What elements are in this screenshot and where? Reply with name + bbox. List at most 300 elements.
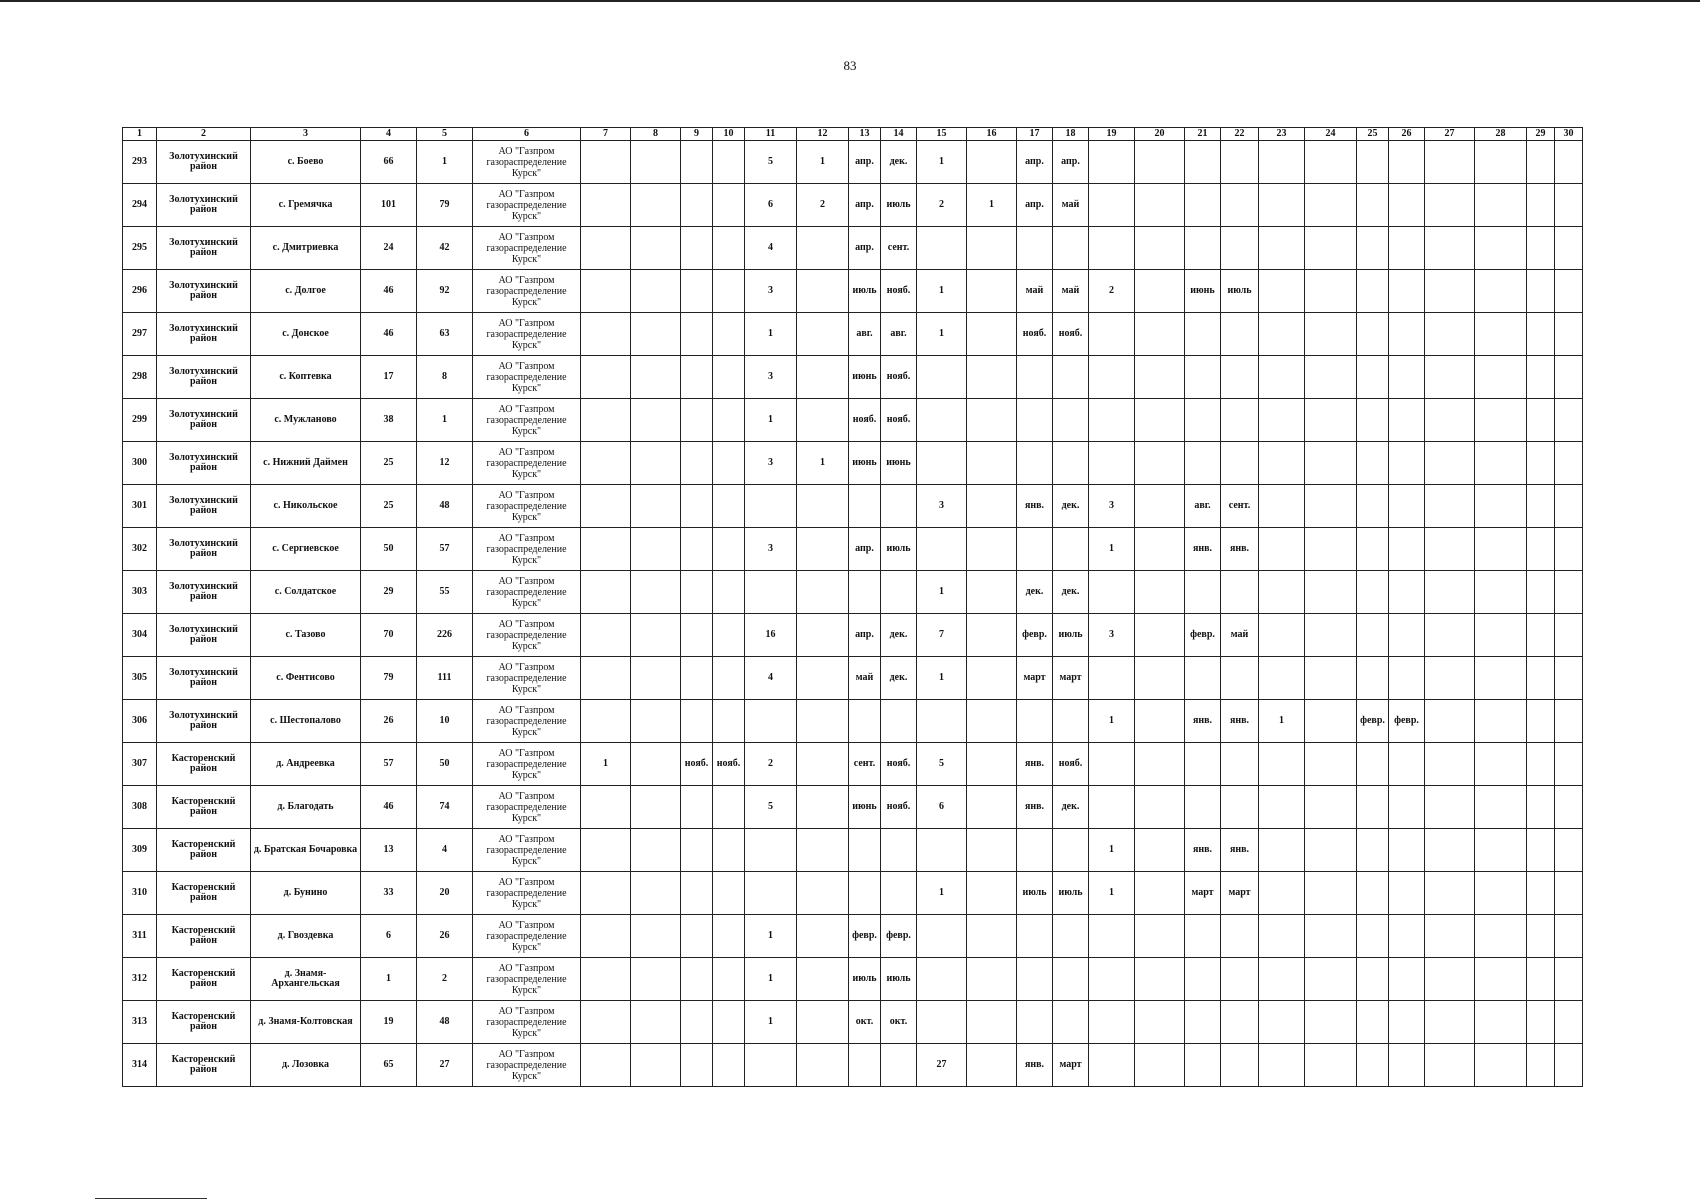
table-cell-col-5: 74	[417, 786, 473, 829]
table-cell-col-20	[1135, 872, 1185, 915]
table-cell-col-15: 1	[917, 313, 967, 356]
table-cell-col-16	[967, 141, 1017, 184]
table-cell-col-26	[1389, 141, 1425, 184]
table-cell-col-25	[1357, 313, 1389, 356]
table-cell-col-28	[1475, 399, 1527, 442]
table-cell-col-17	[1017, 1001, 1053, 1044]
table-cell-col-1: 304	[123, 614, 157, 657]
table-cell-col-10	[713, 1001, 745, 1044]
table-cell-col-13: окт.	[849, 1001, 881, 1044]
table-cell-col-5: 26	[417, 915, 473, 958]
table-cell-col-15	[917, 442, 967, 485]
table-cell-col-29	[1527, 442, 1555, 485]
table-cell-col-1: 298	[123, 356, 157, 399]
table-cell-col-24	[1305, 528, 1357, 571]
table-cell-col-26	[1389, 184, 1425, 227]
table-row	[123, 442, 1583, 485]
table-cell-col-18: май	[1053, 184, 1089, 227]
table-cell-col-9	[681, 700, 713, 743]
table-cell-col-1: 306	[123, 700, 157, 743]
table-cell-col-19: 2	[1089, 270, 1135, 313]
table-cell-col-19	[1089, 786, 1135, 829]
table-cell-col-29	[1527, 485, 1555, 528]
table-row	[123, 872, 1583, 915]
column-header-12: 12	[797, 128, 849, 141]
table-cell-col-10	[713, 829, 745, 872]
table-cell-col-25	[1357, 141, 1389, 184]
column-header-8: 8	[631, 128, 681, 141]
table-cell-col-1: 314	[123, 1044, 157, 1087]
table-cell-col-5: 79	[417, 184, 473, 227]
table-cell-col-30	[1555, 786, 1583, 829]
table-cell-col-24	[1305, 915, 1357, 958]
table-cell-col-17: дек.	[1017, 571, 1053, 614]
table-cell-col-20	[1135, 356, 1185, 399]
table-row	[123, 571, 1583, 614]
table-cell-col-8	[631, 958, 681, 1001]
column-header-2: 2	[157, 128, 251, 141]
table-cell-col-21	[1185, 1044, 1221, 1087]
footnote-line	[95, 1198, 207, 1199]
table-cell-col-1: 295	[123, 227, 157, 270]
table-cell-col-10	[713, 184, 745, 227]
table-cell-col-14: июль	[881, 958, 917, 1001]
table-cell-col-23	[1259, 571, 1305, 614]
table-cell-col-29	[1527, 958, 1555, 1001]
table-cell-col-3: д. Бунино	[251, 872, 361, 915]
table-cell-col-24	[1305, 657, 1357, 700]
table-cell-col-11: 4	[745, 657, 797, 700]
table-cell-col-14: дек.	[881, 614, 917, 657]
table-cell-col-26	[1389, 442, 1425, 485]
table-cell-col-25	[1357, 571, 1389, 614]
table-cell-col-30	[1555, 743, 1583, 786]
table-cell-col-23	[1259, 356, 1305, 399]
table-cell-col-11: 1	[745, 1001, 797, 1044]
table-cell-col-17	[1017, 700, 1053, 743]
table-cell-col-6: АО "Газпром газораспределение Курск"	[473, 614, 581, 657]
table-cell-col-23	[1259, 872, 1305, 915]
table-cell-col-21	[1185, 442, 1221, 485]
table-cell-col-30	[1555, 227, 1583, 270]
table-cell-col-12	[797, 356, 849, 399]
table-cell-col-15: 1	[917, 270, 967, 313]
table-cell-col-16	[967, 915, 1017, 958]
table-cell-col-1: 312	[123, 958, 157, 1001]
table-cell-col-14: февр.	[881, 915, 917, 958]
table-cell-col-28	[1475, 657, 1527, 700]
column-header-27: 27	[1425, 128, 1475, 141]
table-row	[123, 657, 1583, 700]
table-cell-col-7	[581, 829, 631, 872]
table-cell-col-25	[1357, 614, 1389, 657]
table-cell-col-6: АО "Газпром газораспределение Курск"	[473, 313, 581, 356]
table-cell-col-26	[1389, 356, 1425, 399]
table-cell-col-30	[1555, 399, 1583, 442]
table-cell-col-10	[713, 141, 745, 184]
table-cell-col-23	[1259, 485, 1305, 528]
table-cell-col-20	[1135, 1044, 1185, 1087]
table-cell-col-1: 300	[123, 442, 157, 485]
table-cell-col-16	[967, 313, 1017, 356]
table-cell-col-7	[581, 1044, 631, 1087]
table-cell-col-4: 29	[361, 571, 417, 614]
table-cell-col-22	[1221, 571, 1259, 614]
table-row	[123, 227, 1583, 270]
table-cell-col-11: 3	[745, 528, 797, 571]
table-cell-col-9	[681, 657, 713, 700]
table-cell-col-17: май	[1017, 270, 1053, 313]
column-header-24: 24	[1305, 128, 1357, 141]
table-cell-col-14: июнь	[881, 442, 917, 485]
column-header-11: 11	[745, 128, 797, 141]
table-cell-col-16	[967, 872, 1017, 915]
table-cell-col-12	[797, 1001, 849, 1044]
table-cell-col-28	[1475, 700, 1527, 743]
table-cell-col-30	[1555, 141, 1583, 184]
table-cell-col-22	[1221, 1044, 1259, 1087]
table-cell-col-15: 1	[917, 141, 967, 184]
table-cell-col-17	[1017, 829, 1053, 872]
table-cell-col-24	[1305, 829, 1357, 872]
table-cell-col-22: янв.	[1221, 528, 1259, 571]
table-cell-col-1: 303	[123, 571, 157, 614]
table-row	[123, 141, 1583, 184]
table-cell-col-15: 7	[917, 614, 967, 657]
table-cell-col-30	[1555, 442, 1583, 485]
table-cell-col-22: март	[1221, 872, 1259, 915]
table-cell-col-4: 70	[361, 614, 417, 657]
table-cell-col-12	[797, 313, 849, 356]
table-cell-col-23	[1259, 915, 1305, 958]
table-cell-col-15	[917, 227, 967, 270]
table-cell-col-10	[713, 356, 745, 399]
table-cell-col-29	[1527, 614, 1555, 657]
table-cell-col-26	[1389, 1044, 1425, 1087]
table-cell-col-7	[581, 700, 631, 743]
table-cell-col-11: 1	[745, 399, 797, 442]
table-cell-col-8	[631, 227, 681, 270]
table-cell-col-25	[1357, 743, 1389, 786]
table-cell-col-10: нояб.	[713, 743, 745, 786]
table-cell-col-11	[745, 829, 797, 872]
table-cell-col-6: АО "Газпром газораспределение Курск"	[473, 1044, 581, 1087]
column-header-16: 16	[967, 128, 1017, 141]
table-cell-col-11: 6	[745, 184, 797, 227]
table-cell-col-1: 302	[123, 528, 157, 571]
table-cell-col-13: сент.	[849, 743, 881, 786]
table-cell-col-8	[631, 872, 681, 915]
table-cell-col-2: Золотухинский район	[157, 227, 251, 270]
table-cell-col-21	[1185, 743, 1221, 786]
table-cell-col-29	[1527, 141, 1555, 184]
table-cell-col-4: 65	[361, 1044, 417, 1087]
column-header-28: 28	[1475, 128, 1527, 141]
table-cell-col-3: с. Гремячка	[251, 184, 361, 227]
table-cell-col-10	[713, 657, 745, 700]
table-cell-col-25	[1357, 485, 1389, 528]
table-cell-col-18	[1053, 356, 1089, 399]
table-cell-col-6: АО "Газпром газораспределение Курск"	[473, 528, 581, 571]
table-cell-col-29	[1527, 657, 1555, 700]
table-cell-col-13: июль	[849, 958, 881, 1001]
table-cell-col-8	[631, 270, 681, 313]
table-cell-col-27	[1425, 442, 1475, 485]
table-row	[123, 399, 1583, 442]
table-cell-col-15: 3	[917, 485, 967, 528]
table-cell-col-15	[917, 915, 967, 958]
table-row	[123, 958, 1583, 1001]
table-cell-col-23	[1259, 399, 1305, 442]
table-cell-col-15: 1	[917, 571, 967, 614]
table-cell-col-13	[849, 829, 881, 872]
table-cell-col-15	[917, 958, 967, 1001]
table-cell-col-5: 20	[417, 872, 473, 915]
table-cell-col-20	[1135, 227, 1185, 270]
table-cell-col-10	[713, 786, 745, 829]
table-cell-col-3: с. Сергиевское	[251, 528, 361, 571]
table-row	[123, 915, 1583, 958]
table-cell-col-19	[1089, 571, 1135, 614]
table-cell-col-1: 307	[123, 743, 157, 786]
table-cell-col-20	[1135, 1001, 1185, 1044]
table-cell-col-14	[881, 829, 917, 872]
table-cell-col-17	[1017, 399, 1053, 442]
table-cell-col-3: д. Благодать	[251, 786, 361, 829]
table-cell-col-20	[1135, 743, 1185, 786]
column-header-7: 7	[581, 128, 631, 141]
table-cell-col-25	[1357, 1001, 1389, 1044]
table-cell-col-15	[917, 829, 967, 872]
table-cell-col-20	[1135, 270, 1185, 313]
table-cell-col-6: АО "Газпром газораспределение Курск"	[473, 571, 581, 614]
table-cell-col-18	[1053, 1001, 1089, 1044]
table-cell-col-16	[967, 743, 1017, 786]
table-cell-col-30	[1555, 313, 1583, 356]
table-row	[123, 528, 1583, 571]
table-cell-col-12: 2	[797, 184, 849, 227]
table-cell-col-2: Золотухинский район	[157, 313, 251, 356]
table-cell-col-5: 48	[417, 485, 473, 528]
table-cell-col-3: д. Гвоздевка	[251, 915, 361, 958]
table-cell-col-18: дек.	[1053, 485, 1089, 528]
table-cell-col-30	[1555, 356, 1583, 399]
table-cell-col-25	[1357, 1044, 1389, 1087]
table-cell-col-11: 1	[745, 915, 797, 958]
table-cell-col-28	[1475, 270, 1527, 313]
table-cell-col-4: 13	[361, 829, 417, 872]
table-cell-col-25	[1357, 829, 1389, 872]
table-cell-col-24	[1305, 184, 1357, 227]
table-cell-col-26	[1389, 571, 1425, 614]
table-cell-col-24	[1305, 442, 1357, 485]
table-cell-col-10	[713, 915, 745, 958]
table-cell-col-28	[1475, 829, 1527, 872]
table-cell-col-8	[631, 1044, 681, 1087]
table-cell-col-6: АО "Газпром газораспределение Курск"	[473, 356, 581, 399]
table-cell-col-9	[681, 958, 713, 1001]
table-cell-col-10	[713, 528, 745, 571]
table-cell-col-5: 57	[417, 528, 473, 571]
table-cell-col-6: АО "Газпром газораспределение Курск"	[473, 958, 581, 1001]
table-cell-col-14: дек.	[881, 141, 917, 184]
column-header-15: 15	[917, 128, 967, 141]
table-row	[123, 313, 1583, 356]
table-cell-col-29	[1527, 571, 1555, 614]
table-cell-col-29	[1527, 829, 1555, 872]
table-cell-col-1: 309	[123, 829, 157, 872]
table-cell-col-7	[581, 141, 631, 184]
table-cell-col-14: сент.	[881, 227, 917, 270]
table-cell-col-12	[797, 829, 849, 872]
column-header-6: 6	[473, 128, 581, 141]
table-cell-col-26	[1389, 657, 1425, 700]
table-cell-col-10	[713, 399, 745, 442]
table-cell-col-9	[681, 915, 713, 958]
table-cell-col-11: 5	[745, 786, 797, 829]
table-cell-col-9	[681, 227, 713, 270]
table-cell-col-21: янв.	[1185, 528, 1221, 571]
page-number: 83	[843, 58, 857, 73]
table-cell-col-29	[1527, 399, 1555, 442]
table-cell-col-11: 2	[745, 743, 797, 786]
table-cell-col-21	[1185, 141, 1221, 184]
table-cell-col-27	[1425, 657, 1475, 700]
table-cell-col-18: май	[1053, 270, 1089, 313]
table-cell-col-4: 17	[361, 356, 417, 399]
table-cell-col-19: 1	[1089, 528, 1135, 571]
table-cell-col-3: с. Солдатское	[251, 571, 361, 614]
table-cell-col-9	[681, 1001, 713, 1044]
table-cell-col-14: июль	[881, 184, 917, 227]
table-cell-col-19	[1089, 1001, 1135, 1044]
table-cell-col-7: 1	[581, 743, 631, 786]
table-cell-col-16	[967, 958, 1017, 1001]
table-cell-col-4: 79	[361, 657, 417, 700]
table-cell-col-2: Золотухинский район	[157, 614, 251, 657]
table-cell-col-18	[1053, 528, 1089, 571]
table-cell-col-4: 46	[361, 313, 417, 356]
table-cell-col-8	[631, 700, 681, 743]
table-cell-col-28	[1475, 528, 1527, 571]
table-cell-col-24	[1305, 1001, 1357, 1044]
table-cell-col-23	[1259, 743, 1305, 786]
table-cell-col-21: янв.	[1185, 829, 1221, 872]
table-cell-col-24	[1305, 141, 1357, 184]
table-cell-col-11	[745, 1044, 797, 1087]
table-cell-col-12	[797, 700, 849, 743]
table-cell-col-10	[713, 700, 745, 743]
table-cell-col-18	[1053, 915, 1089, 958]
table-body	[123, 141, 1583, 1087]
table-cell-col-30	[1555, 657, 1583, 700]
table-cell-col-6: АО "Газпром газораспределение Курск"	[473, 872, 581, 915]
table-cell-col-1: 293	[123, 141, 157, 184]
table-cell-col-16	[967, 1044, 1017, 1087]
table-cell-col-1: 296	[123, 270, 157, 313]
table-cell-col-16	[967, 227, 1017, 270]
table-cell-col-24	[1305, 227, 1357, 270]
table-cell-col-28	[1475, 743, 1527, 786]
table-cell-col-23	[1259, 227, 1305, 270]
column-header-10: 10	[713, 128, 745, 141]
table-cell-col-10	[713, 872, 745, 915]
table-cell-col-7	[581, 270, 631, 313]
table-cell-col-9	[681, 571, 713, 614]
table-cell-col-18	[1053, 442, 1089, 485]
table-cell-col-29	[1527, 786, 1555, 829]
table-cell-col-19: 1	[1089, 700, 1135, 743]
table-cell-col-19	[1089, 184, 1135, 227]
table-cell-col-12	[797, 227, 849, 270]
table-cell-col-16: 1	[967, 184, 1017, 227]
table-cell-col-19	[1089, 915, 1135, 958]
table-cell-col-26	[1389, 614, 1425, 657]
table-cell-col-2: Касторенский район	[157, 829, 251, 872]
table-cell-col-5: 63	[417, 313, 473, 356]
table-cell-col-23	[1259, 1001, 1305, 1044]
table-cell-col-7	[581, 1001, 631, 1044]
table-cell-col-27	[1425, 958, 1475, 1001]
table-cell-col-1: 311	[123, 915, 157, 958]
table-cell-col-17: апр.	[1017, 184, 1053, 227]
table-cell-col-4: 33	[361, 872, 417, 915]
table-cell-col-7	[581, 786, 631, 829]
table-cell-col-19	[1089, 141, 1135, 184]
table-cell-col-17: февр.	[1017, 614, 1053, 657]
table-cell-col-4: 57	[361, 743, 417, 786]
table-cell-col-25: февр.	[1357, 700, 1389, 743]
table-cell-col-1: 297	[123, 313, 157, 356]
table-cell-col-9	[681, 872, 713, 915]
table-cell-col-29	[1527, 1001, 1555, 1044]
table-cell-col-16	[967, 356, 1017, 399]
table-row	[123, 743, 1583, 786]
table-cell-col-13: апр.	[849, 227, 881, 270]
table-cell-col-19	[1089, 313, 1135, 356]
table-cell-col-10	[713, 1044, 745, 1087]
table-cell-col-23	[1259, 141, 1305, 184]
table-cell-col-11: 1	[745, 313, 797, 356]
table-cell-col-2: Касторенский район	[157, 743, 251, 786]
table-cell-col-15: 27	[917, 1044, 967, 1087]
table-cell-col-7	[581, 614, 631, 657]
table-cell-col-13: июнь	[849, 356, 881, 399]
table-cell-col-18	[1053, 829, 1089, 872]
table-cell-col-4: 46	[361, 786, 417, 829]
table-cell-col-17: янв.	[1017, 485, 1053, 528]
table-cell-col-29	[1527, 184, 1555, 227]
table-cell-col-22	[1221, 399, 1259, 442]
table-cell-col-2: Касторенский район	[157, 1044, 251, 1087]
table-cell-col-27	[1425, 743, 1475, 786]
table-cell-col-25	[1357, 528, 1389, 571]
table-cell-col-20	[1135, 829, 1185, 872]
table-cell-col-24	[1305, 399, 1357, 442]
table-cell-col-13: июнь	[849, 786, 881, 829]
table-cell-col-23	[1259, 614, 1305, 657]
table-cell-col-5: 50	[417, 743, 473, 786]
table-cell-col-23	[1259, 184, 1305, 227]
table-cell-col-2: Золотухинский район	[157, 141, 251, 184]
table-cell-col-15: 2	[917, 184, 967, 227]
table-cell-col-3: с. Фентисово	[251, 657, 361, 700]
table-cell-col-16	[967, 528, 1017, 571]
table-cell-col-14: нояб.	[881, 270, 917, 313]
table-cell-col-2: Золотухинский район	[157, 270, 251, 313]
table-cell-col-19	[1089, 743, 1135, 786]
table-cell-col-2: Касторенский район	[157, 1001, 251, 1044]
